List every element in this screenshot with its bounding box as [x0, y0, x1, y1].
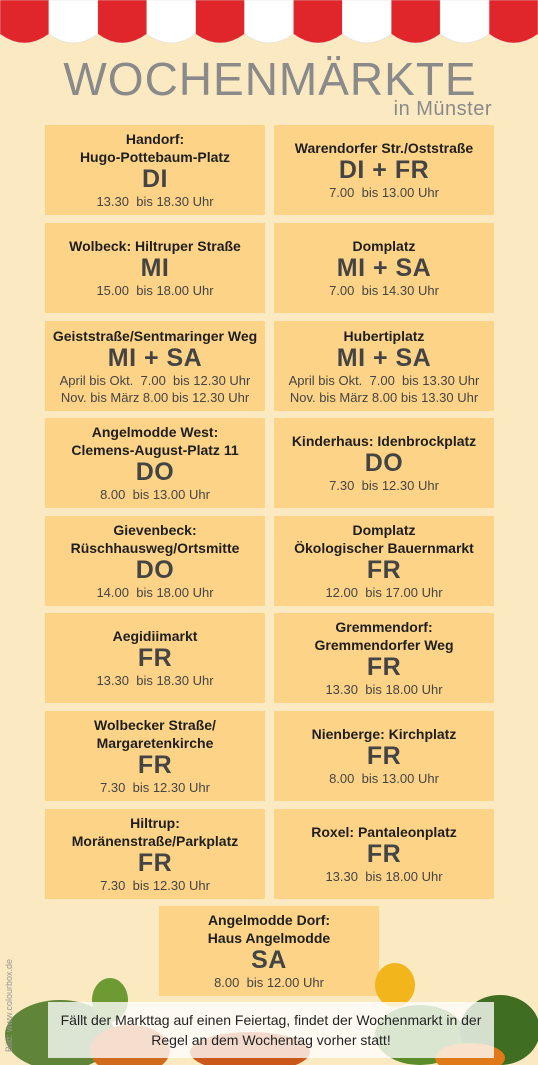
market-day: SA — [251, 946, 287, 974]
market-time: Nov. bis März 8.00 bis 13.30 Uhr — [289, 389, 479, 405]
market-time: Nov. bis März 8.00 bis 12.30 Uhr — [60, 389, 250, 405]
market-location: Domplatz — [352, 238, 416, 254]
market-day: FR — [137, 849, 173, 877]
market-card-kinderhaus-idenbrockplatz — [274, 418, 494, 508]
market-card-angelmodde-west — [45, 418, 265, 508]
market-card-nienberge-kirchplatz — [274, 711, 494, 801]
market-day: MI — [140, 254, 170, 282]
market-time: 12.00 bis 17.00 Uhr — [325, 585, 443, 600]
market-day: FR — [366, 742, 402, 770]
market-card-aegidiimarkt — [45, 613, 265, 703]
market-card-geiststra-e-sentmaringer-weg — [45, 321, 265, 411]
market-location: Hiltrup: — [130, 815, 180, 831]
market-location: Gremmendorf: — [335, 619, 433, 635]
page-subtitle: in Münster — [393, 98, 492, 120]
market-awning — [0, 0, 538, 52]
market-location: Hubertiplatz — [343, 327, 425, 344]
market-time: April bis Okt. 7.00 bis 13.30 Uhr — [288, 372, 480, 388]
market-time: 8.00 bis 13.00 Uhr — [329, 771, 439, 786]
market-location: Angelmodde West: — [91, 424, 219, 440]
market-day: DO — [364, 449, 404, 477]
market-location: Hugo-Pottebaum-Platz — [79, 149, 231, 165]
market-card-hubertiplatz — [274, 321, 494, 411]
market-time: 7.00 bis 14.30 Uhr — [329, 283, 439, 298]
market-card-domplatz — [274, 223, 494, 313]
market-card-handorf — [45, 125, 265, 215]
market-day: DI + FR — [338, 156, 430, 184]
market-day: FR — [137, 751, 173, 779]
market-location: Clemens-August-Platz 11 — [71, 442, 239, 458]
market-location: Domplatz — [352, 522, 416, 538]
market-day: DO — [135, 458, 175, 486]
market-time: 7.30 bis 12.30 Uhr — [100, 878, 210, 893]
market-location: Kinderhaus: Idenbrockplatz — [291, 433, 477, 449]
market-location: Angelmodde Dorf: — [207, 912, 331, 928]
market-card-hiltrup — [45, 809, 265, 899]
market-location: Aegidiimarkt — [112, 628, 198, 644]
market-time: 7.00 bis 13.00 Uhr — [329, 185, 439, 200]
market-day: FR — [366, 653, 402, 681]
market-location: Gremmendorfer Weg — [314, 637, 454, 653]
market-location: Roxel: Pantaleonplatz — [311, 824, 457, 840]
market-time: 7.30 bis 12.30 Uhr — [100, 780, 210, 795]
market-location: Moränenstraße/Parkplatz — [71, 833, 239, 849]
market-location: Geiststraße/Sentmaringer Weg — [52, 327, 258, 344]
market-day: FR — [366, 556, 402, 584]
market-location: Gievenbeck: — [113, 522, 197, 538]
market-time: 13.30 bis 18.30 Uhr — [96, 194, 214, 209]
market-location: Nienberge: Kirchplatz — [311, 726, 457, 742]
market-day: FR — [366, 840, 402, 868]
market-card-wolbeck-hiltruper-stra-e — [45, 223, 265, 313]
market-day: MI + SA — [107, 343, 203, 372]
market-day: DI — [142, 165, 168, 193]
page-title: WOCHENMÄRKTE — [63, 53, 477, 105]
market-location: Wolbecker Straße/ — [94, 717, 216, 733]
market-card-gremmendorf — [274, 613, 494, 703]
market-card-domplatz — [274, 516, 494, 606]
market-time: 7.30 bis 12.30 Uhr — [329, 478, 439, 493]
market-time: 8.00 bis 12.00 Uhr — [214, 975, 324, 990]
market-location: Handorf: — [125, 131, 185, 147]
market-location: Margaretenkirche — [96, 735, 214, 751]
holiday-note: Fällt der Markttag auf einen Feiertag, findet der Wochenmarkt in der Regel an dem Wochentag vorher statt! — [48, 1002, 494, 1058]
market-location: Rüschhausweg/Ortsmitte — [70, 540, 240, 556]
market-day: MI + SA — [336, 254, 432, 282]
market-time: 15.00 bis 18.00 Uhr — [96, 283, 214, 298]
market-day: DO — [135, 556, 175, 584]
market-time: 13.30 bis 18.30 Uhr — [96, 673, 214, 688]
market-day: FR — [137, 644, 173, 672]
market-location: Ökologischer Bauernmarkt — [294, 540, 474, 556]
market-card-gievenbeck — [45, 516, 265, 606]
market-card-roxel-pantaleonplatz — [274, 809, 494, 899]
market-card-wolbecker-stra-e — [45, 711, 265, 801]
market-time: April bis Okt. 7.00 bis 12.30 Uhr — [59, 372, 251, 388]
market-location: Warendorfer Str./Oststraße — [294, 140, 474, 156]
market-location: Wolbeck: Hiltruper Straße — [69, 238, 241, 254]
market-day: MI + SA — [336, 343, 432, 372]
market-card-warendorfer-str-oststra-e — [274, 125, 494, 215]
market-location: Haus Angelmodde — [207, 930, 331, 946]
market-time: 13.30 bis 18.00 Uhr — [325, 869, 443, 884]
image-credit: Bild: www.colourbox.de — [4, 958, 14, 1052]
market-time: 14.00 bis 18.00 Uhr — [96, 585, 214, 600]
market-time: 8.00 bis 13.00 Uhr — [100, 487, 210, 502]
market-time: 13.30 bis 18.00 Uhr — [325, 682, 443, 697]
